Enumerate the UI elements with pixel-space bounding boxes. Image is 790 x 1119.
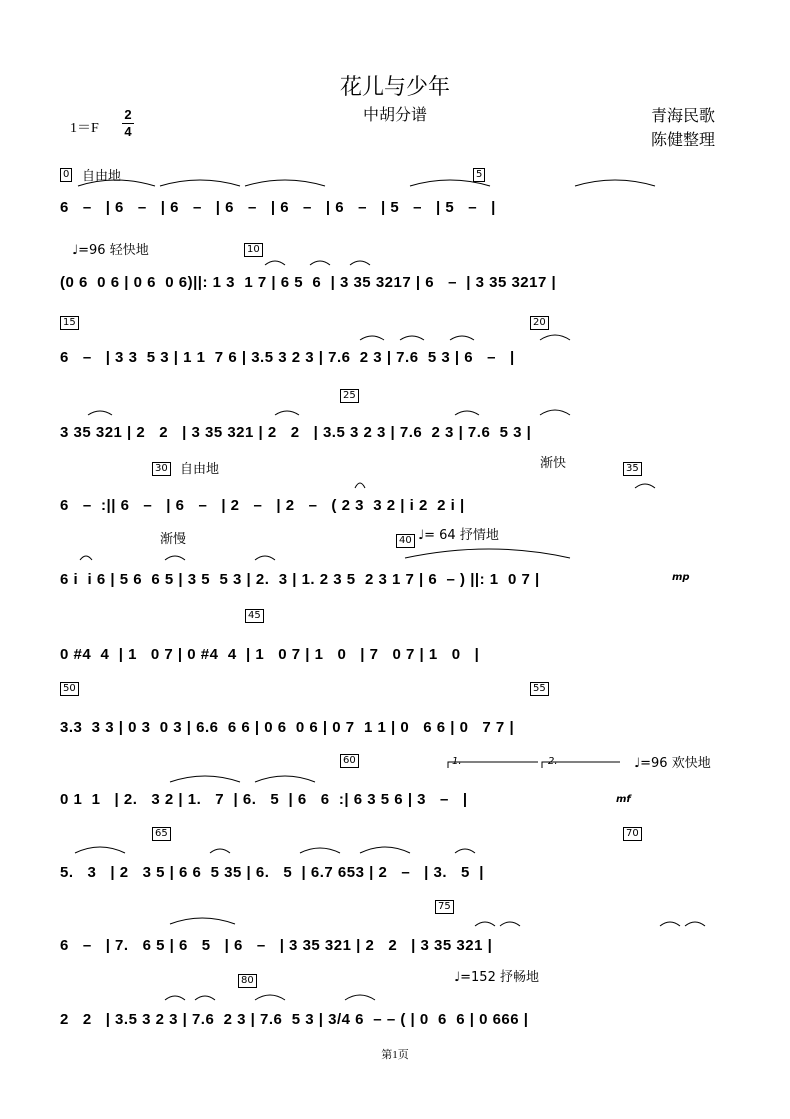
measure-number: 0: [60, 168, 72, 182]
dynamic-marking: mp: [672, 572, 690, 583]
notation-line: 3.3 3 3 | 0 3 0 3 | 6.6 6 6 | 0 6 0 6 | 0 7 1 1 | 0 6 6 | 0 7 7 |: [60, 719, 515, 736]
measure-number: 60: [340, 754, 359, 768]
measure-number: 35: [623, 462, 642, 476]
tempo-marking: ♩=152 抒畅地: [454, 970, 539, 985]
staff-system-12: [60, 972, 730, 1042]
slur-lines: [60, 898, 730, 968]
notation-line: (0 6 0 6 | 0 6 0 6)||: 1 3 1 7 | 6 5 6 | 3 35 3217 | 6 – | 3 35 3217 |: [60, 274, 557, 291]
meter-top: 2: [124, 107, 132, 122]
tempo-marking: ♩=96 轻快地: [72, 243, 149, 258]
meter-bottom: 4: [124, 124, 132, 139]
notation-line: 0 1 1 | 2. 3 2 | 1. 7 | 6. 5 | 6 6 :| 6 3 5 6 | 3 – |: [60, 791, 468, 808]
measure-number: 45: [245, 609, 264, 623]
measure-number: 30: [152, 462, 171, 476]
measure-number: 80: [238, 974, 257, 988]
key-signature: 1＝F: [70, 121, 99, 136]
staff-system-8: [60, 680, 730, 750]
notation-line: 0 #4 4 | 1 0 7 | 0 #4 4 | 1 0 7 | 1 0 | 7 0 7 | 1 0 |: [60, 646, 480, 663]
score-title: 花儿与少年: [339, 75, 450, 100]
staff-system-9: [60, 752, 730, 822]
notation-line: 6 – | 6 – | 6 – | 6 – | 6 – | 6 – | 5 – | 5 – |: [60, 199, 496, 216]
staff-system-6: [60, 528, 730, 602]
measure-number: 70: [623, 827, 642, 841]
tempo-marking: ♩=96 欢快地: [634, 756, 711, 771]
tempo-marking: 渐慢: [160, 532, 187, 547]
origin-label: 青海民歌: [651, 106, 716, 125]
slur-lines: [60, 385, 730, 455]
score-subtitle: 中胡分谱: [362, 105, 427, 124]
tempo-marking: 渐快: [540, 456, 567, 471]
slur-lines: [60, 310, 730, 380]
slur-lines: [60, 972, 730, 1042]
measure-number: 15: [60, 316, 79, 330]
staff-system-3: [60, 310, 730, 380]
staff-system-11: [60, 898, 730, 968]
measure-number: 5: [473, 168, 485, 182]
notation-line: 6 – :|| 6 – | 6 – | 2 – | 2 – ( 2 3 3 2 | i 2 2 i |: [60, 497, 465, 514]
staff-system-10: [60, 825, 730, 895]
staff-system-5: [60, 458, 730, 528]
tempo-marking: 自由地: [82, 169, 122, 184]
staff-system-2: [60, 235, 730, 305]
slur-lines: [60, 160, 730, 230]
arranger-label: 陈健整理: [651, 130, 716, 149]
measure-number: 20: [530, 316, 549, 330]
tempo-marking: ♩= 64 抒情地: [418, 528, 499, 543]
notation-line: 6 i i 6 | 5 6 6 5 | 3 5 5 3 | 2. 3 | 1. 2 3 5 2 3 1 7 | 6 – ) ||: 1 0 7 |: [60, 571, 540, 588]
volta-bracket: 1.: [452, 756, 462, 767]
volta-bracket: 2.: [548, 756, 558, 767]
measure-number: 75: [435, 900, 454, 914]
time-signature: [122, 108, 134, 139]
slur-lines: [60, 825, 730, 895]
staff-system-4: [60, 385, 730, 455]
notation-line: 6 – | 3 3 5 3 | 1 1 7 6 | 3.5 3 2 3 | 7.6 2 3 | 7.6 5 3 | 6 – |: [60, 349, 515, 366]
measure-number: 25: [340, 389, 359, 403]
credits: [651, 104, 715, 152]
measure-number: 65: [152, 827, 171, 841]
notation-line: 2 2 | 3.5 3 2 3 | 7.6 2 3 | 7.6 5 3 | 3/4 6 – – ( | 0 6 6 | 0 666 |: [60, 1011, 529, 1028]
staff-system-7: [60, 607, 730, 677]
measure-number: 55: [530, 682, 549, 696]
tempo-marking: 自由地: [180, 462, 220, 477]
measure-number: 10: [244, 243, 263, 257]
slur-lines: [60, 458, 730, 528]
measure-number: 50: [60, 682, 79, 696]
notation-line: 3 35 321 | 2 2 | 3 35 321 | 2 2 | 3.5 3 2 3 | 7.6 2 3 | 7.6 5 3 |: [60, 424, 532, 441]
slur-lines: [60, 235, 730, 305]
slur-lines: [60, 532, 730, 602]
slur-lines: [60, 752, 730, 822]
dynamic-marking: mf: [616, 794, 631, 805]
notation-line: 5. 3 | 2 3 5 | 6 6 5 35 | 6. 5 | 6.7 653 | 2 – | 3. 5 |: [60, 864, 484, 881]
staff-system-1: [60, 160, 730, 230]
page-number: 第1页: [381, 1049, 409, 1061]
measure-number: 40: [396, 534, 415, 548]
notation-line: 6 – | 7. 6 5 | 6 5 | 6 – | 3 35 321 | 2 2 | 3 35 321 |: [60, 937, 493, 954]
